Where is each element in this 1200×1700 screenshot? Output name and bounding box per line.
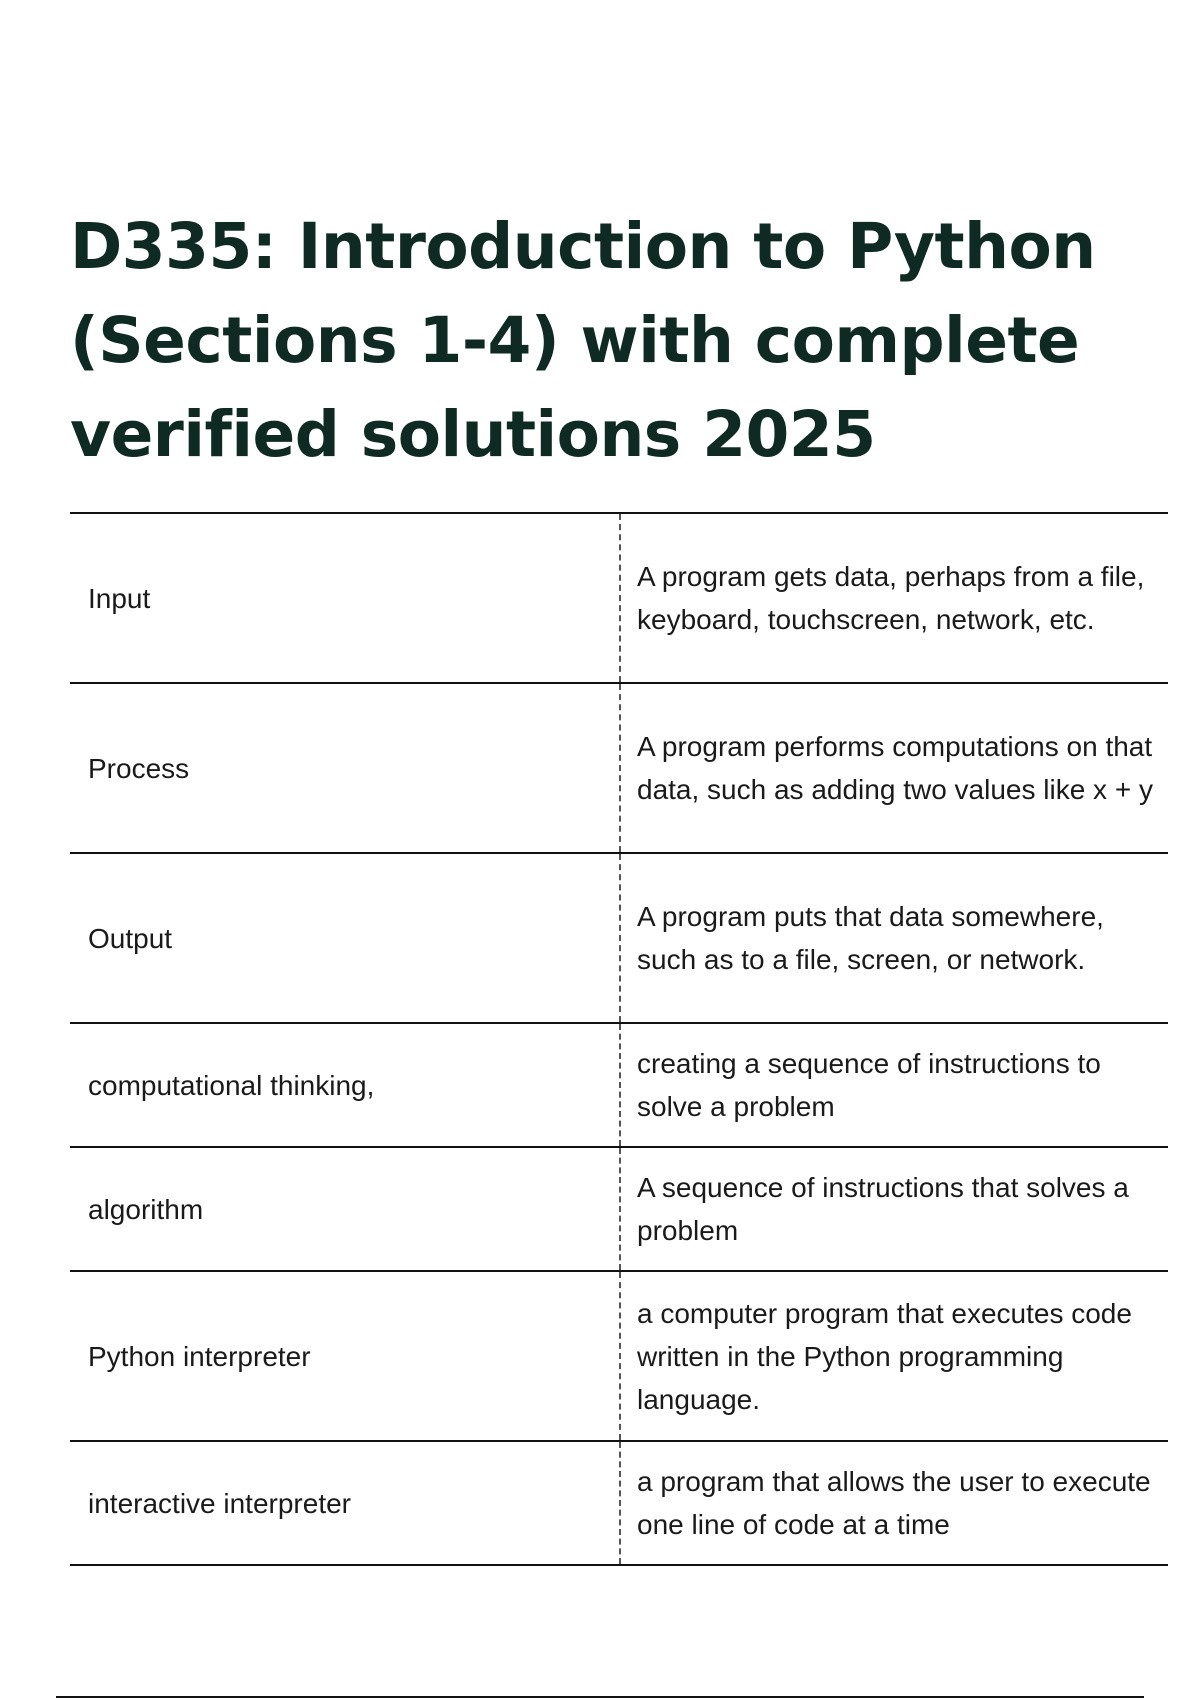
table-row [70, 1271, 1168, 1441]
table-row [70, 1147, 1168, 1271]
definition-cell: a computer program that executes code written in the Python programming language. [620, 1271, 1168, 1441]
table-row [70, 683, 1168, 853]
definition-cell: a program that allows the user to execute one line of code at a time [620, 1441, 1168, 1565]
term-cell: algorithm [88, 1193, 204, 1225]
table-row [70, 513, 1168, 683]
definition-cell: A sequence of instructions that solves a problem [620, 1147, 1168, 1271]
term-cell: computational thinking, [88, 1069, 375, 1101]
terms-table [70, 512, 1168, 1566]
term-cell: Output [88, 922, 173, 954]
term-cell: interactive interpreter [88, 1487, 352, 1519]
table-row [70, 1023, 1168, 1147]
term-cell: Python interpreter [88, 1340, 311, 1372]
definition-cell: creating a sequence of instructions to solve a problem [620, 1023, 1168, 1147]
definition-cell: A program performs computations on that data, such as adding two values like x + y [620, 683, 1168, 853]
page-bottom-rule [56, 1696, 1144, 1698]
table-row [70, 1441, 1168, 1565]
page-title: D335: Introduction to Python (Sections 1-4) with complete verified solutions 2025 [70, 210, 1096, 471]
term-cell: Process [88, 752, 190, 784]
definition-cell: A program gets data, perhaps from a file, keyboard, touchscreen, network, etc. [620, 513, 1168, 683]
table-row [70, 853, 1168, 1023]
term-cell: Input [88, 582, 151, 614]
definition-cell: A program puts that data somewhere, such as to a file, screen, or network. [620, 853, 1168, 1023]
